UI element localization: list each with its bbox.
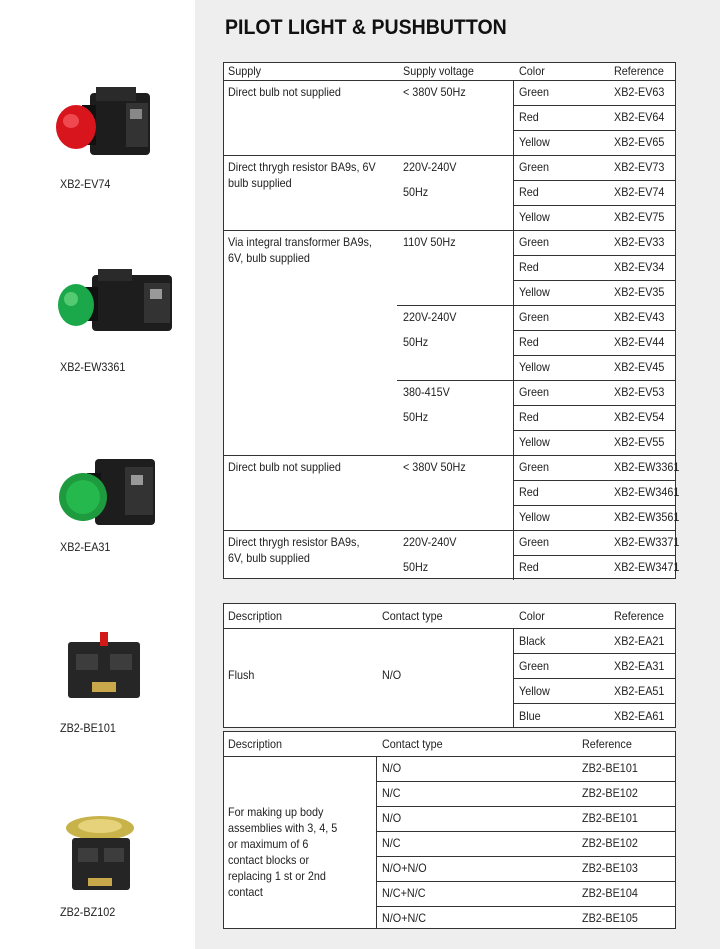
color-value: Green bbox=[519, 460, 550, 474]
row-divider bbox=[376, 806, 675, 807]
color-value: Green bbox=[519, 659, 550, 673]
supply-voltage: 50Hz bbox=[403, 335, 429, 349]
reference-value: ZB2-BE102 bbox=[582, 836, 638, 850]
row-divider bbox=[224, 530, 675, 531]
reference-value: XB2-EA21 bbox=[614, 634, 665, 648]
supply-voltage: < 380V 50Hz bbox=[403, 85, 466, 99]
color-value: Red bbox=[519, 260, 539, 274]
color-value: Yellow bbox=[519, 210, 550, 224]
row-divider bbox=[224, 628, 675, 629]
row-divider bbox=[513, 480, 675, 481]
reference-value: ZB2-BE101 bbox=[582, 811, 638, 825]
row-divider bbox=[224, 155, 675, 156]
supply-description: Direct thrygh resistor BA9s, 6V, bulb supplied bbox=[228, 535, 360, 565]
contact-type: N/C bbox=[382, 836, 401, 850]
row-divider bbox=[513, 405, 675, 406]
contact-type: N/C+N/C bbox=[382, 886, 426, 900]
column-header: Reference bbox=[614, 64, 664, 78]
color-value: Red bbox=[519, 560, 539, 574]
supply-voltage: < 380V 50Hz bbox=[403, 460, 466, 474]
row-divider bbox=[224, 756, 675, 757]
color-value: Green bbox=[519, 535, 550, 549]
row-divider bbox=[513, 330, 675, 331]
row-divider bbox=[376, 856, 675, 857]
reference-value: XB2-EV34 bbox=[614, 260, 665, 274]
reference-value: XB2-EV65 bbox=[614, 135, 665, 149]
reference-value: XB2-EV74 bbox=[614, 185, 665, 199]
row-divider bbox=[513, 180, 675, 181]
reference-value: XB2-EV63 bbox=[614, 85, 665, 99]
column-header: Contact type bbox=[382, 609, 443, 623]
row-divider bbox=[397, 305, 675, 306]
column-header: Reference bbox=[614, 609, 664, 623]
row-divider bbox=[376, 906, 675, 907]
supply-voltage: 50Hz bbox=[403, 560, 429, 574]
color-value: Yellow bbox=[519, 684, 550, 698]
column-header: Color bbox=[519, 64, 545, 78]
product-label: XB2-EW3361 bbox=[60, 360, 126, 374]
reference-value: ZB2-BE104 bbox=[582, 886, 638, 900]
supply-description: Via integral transformer BA9s, 6V, bulb supplied bbox=[228, 235, 372, 265]
contact-description: For making up body assemblies with 3, 4, 5 or maximum of 6 contact blocks or replacing 1 st or 2nd contact bbox=[228, 805, 338, 899]
reference-value: XB2-EW3461 bbox=[614, 485, 680, 499]
product-label: XB2-EA31 bbox=[60, 540, 111, 554]
contact-type: N/C bbox=[382, 786, 401, 800]
contact-type: N/O bbox=[382, 761, 402, 775]
color-value: Red bbox=[519, 335, 539, 349]
reference-value: ZB2-BE103 bbox=[582, 861, 638, 875]
color-value: Green bbox=[519, 160, 550, 174]
color-value: Black bbox=[519, 634, 546, 648]
row-divider bbox=[224, 80, 675, 81]
reference-value: XB2-EV44 bbox=[614, 335, 665, 349]
supply-voltage: 50Hz bbox=[403, 185, 429, 199]
reference-value: XB2-EA31 bbox=[614, 659, 665, 673]
contact-block-icon bbox=[62, 630, 147, 705]
contact-type: N/O+N/O bbox=[382, 861, 427, 875]
reference-value: XB2-EV45 bbox=[614, 360, 665, 374]
color-value: Yellow bbox=[519, 435, 550, 449]
row-divider bbox=[513, 678, 675, 679]
row-divider bbox=[513, 653, 675, 654]
row-divider bbox=[224, 455, 675, 456]
color-value: Green bbox=[519, 385, 550, 399]
mounting-collar-icon bbox=[60, 808, 145, 898]
reference-value: XB2-EV53 bbox=[614, 385, 665, 399]
color-value: Red bbox=[519, 410, 539, 424]
column-header: Reference bbox=[582, 737, 632, 751]
color-value: Green bbox=[519, 235, 550, 249]
supply-description: Direct bulb not supplied bbox=[228, 85, 341, 99]
column-divider bbox=[513, 80, 514, 580]
color-value: Yellow bbox=[519, 360, 550, 374]
column-divider bbox=[513, 628, 514, 728]
reference-value: XB2-EW3471 bbox=[614, 560, 680, 574]
product-label: ZB2-BE101 bbox=[60, 721, 116, 735]
reference-value: XB2-EV75 bbox=[614, 210, 665, 224]
column-header: Description bbox=[228, 609, 283, 623]
color-value: Red bbox=[519, 185, 539, 199]
row-divider bbox=[513, 703, 675, 704]
contact-type: N/O bbox=[382, 811, 402, 825]
row-divider bbox=[513, 430, 675, 431]
supply-voltage: 380-415V bbox=[403, 385, 450, 399]
color-value: Yellow bbox=[519, 285, 550, 299]
reference-value: XB2-EV73 bbox=[614, 160, 665, 174]
column-header: Contact type bbox=[382, 737, 443, 751]
supply-description: Direct thrygh resistor BA9s, 6V bulb supplied bbox=[228, 160, 376, 190]
color-value: Red bbox=[519, 485, 539, 499]
reference-value: XB2-EV33 bbox=[614, 235, 665, 249]
row-divider bbox=[376, 881, 675, 882]
reference-value: ZB2-BE105 bbox=[582, 911, 638, 925]
row-divider bbox=[224, 230, 675, 231]
color-value: Yellow bbox=[519, 135, 550, 149]
contact-block-table bbox=[223, 731, 676, 929]
row-divider bbox=[397, 380, 675, 381]
color-value: Red bbox=[519, 110, 539, 124]
column-divider bbox=[376, 756, 377, 928]
row-divider bbox=[513, 205, 675, 206]
button-description: Flush bbox=[228, 668, 255, 682]
supply-voltage: 110V 50Hz bbox=[403, 235, 456, 249]
reference-value: XB2-EV43 bbox=[614, 310, 665, 324]
reference-value: XB2-EW3361 bbox=[614, 460, 680, 474]
column-header: Color bbox=[519, 609, 545, 623]
page-title: PILOT LIGHT & PUSHBUTTON bbox=[225, 16, 507, 39]
color-value: Blue bbox=[519, 709, 541, 723]
row-divider bbox=[376, 781, 675, 782]
red-pilot-light-icon bbox=[52, 85, 154, 165]
row-divider bbox=[376, 831, 675, 832]
row-divider bbox=[513, 130, 675, 131]
supply-voltage: 220V-240V bbox=[403, 535, 457, 549]
color-value: Green bbox=[519, 85, 550, 99]
row-divider bbox=[513, 105, 675, 106]
reference-value: ZB2-BE102 bbox=[582, 786, 638, 800]
reference-value: XB2-EA61 bbox=[614, 709, 665, 723]
contact-type: N/O bbox=[382, 668, 402, 682]
product-label: XB2-EV74 bbox=[60, 177, 111, 191]
pilot-light-table bbox=[223, 62, 680, 579]
product-label: ZB2-BZ102 bbox=[60, 905, 116, 919]
color-value: Yellow bbox=[519, 510, 550, 524]
reference-value: XB2-EW3371 bbox=[614, 535, 680, 549]
pushbutton-table bbox=[223, 603, 676, 728]
supply-voltage: 220V-240V bbox=[403, 160, 457, 174]
contact-type: N/O+N/C bbox=[382, 911, 427, 925]
row-divider bbox=[513, 505, 675, 506]
reference-value: XB2-EA51 bbox=[614, 684, 665, 698]
reference-value: XB2-EV35 bbox=[614, 285, 665, 299]
supply-voltage: 50Hz bbox=[403, 410, 429, 424]
supply-description: Direct bulb not supplied bbox=[228, 460, 341, 474]
reference-value: XB2-EV55 bbox=[614, 435, 665, 449]
color-value: Green bbox=[519, 310, 550, 324]
row-divider bbox=[513, 280, 675, 281]
row-divider bbox=[513, 355, 675, 356]
green-pilot-light-icon bbox=[52, 265, 177, 340]
reference-value: ZB2-BE101 bbox=[582, 761, 638, 775]
reference-value: XB2-EW3561 bbox=[614, 510, 680, 524]
column-header: Supply voltage bbox=[403, 64, 474, 78]
row-divider bbox=[513, 255, 675, 256]
column-header: Description bbox=[228, 737, 283, 751]
reference-value: XB2-EV64 bbox=[614, 110, 665, 124]
reference-value: XB2-EV54 bbox=[614, 410, 665, 424]
column-header: Supply bbox=[228, 64, 262, 78]
row-divider bbox=[513, 555, 675, 556]
supply-voltage: 220V-240V bbox=[403, 310, 457, 324]
green-pushbutton-icon bbox=[55, 453, 160, 533]
